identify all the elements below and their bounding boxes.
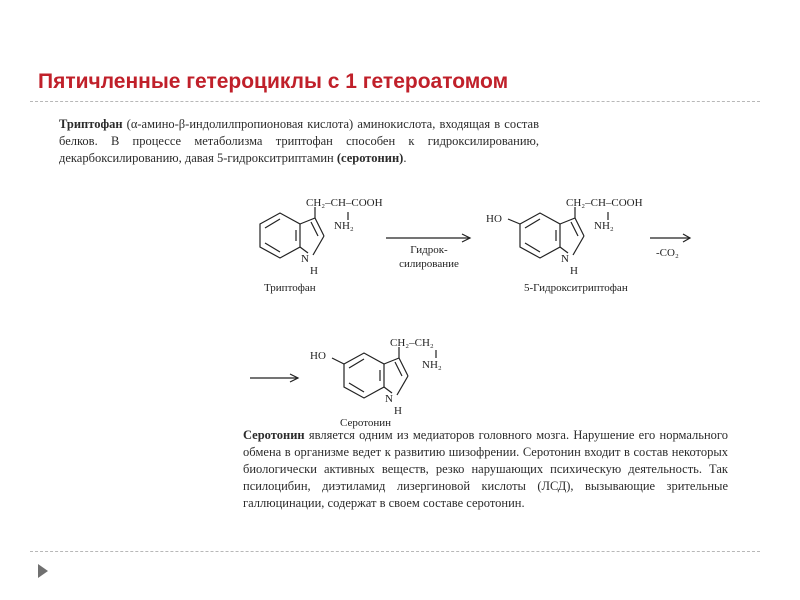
serotonin-caption: Серотонин	[340, 417, 392, 429]
tryptophan-description: (α-амино-β-индолилпропионовая кислота) аминокислота, входящая в состав белков. В процессе метаболизма триптофан способен к гидроксилированию, декарбоксилированию, давая 5-гидрокситриптамин	[59, 117, 539, 165]
hydroxylation-label	[392, 243, 466, 271]
hydroxylation-label-line1: Гидрок-	[410, 244, 448, 256]
tryptophan-h: H	[310, 265, 318, 277]
tryptophan-chain-top: CH₂–CH–COOH	[306, 197, 383, 209]
hydroxytryptophan-structure	[508, 207, 608, 258]
decarboxylation-label: -CO₂	[656, 247, 679, 259]
tryptophan-n: N	[301, 253, 309, 265]
tryptophan-structure	[260, 207, 348, 258]
hydroxytryptophan-caption: 5-Гидрокситриптофан	[524, 282, 628, 294]
serotonin-chain-bottom: NH₂	[422, 359, 442, 371]
serotonin-n: N	[385, 393, 393, 405]
serotonin-paragraph	[243, 427, 728, 512]
tryptophan-caption: Триптофан	[264, 282, 316, 294]
slide-title: Пятичленные гетероциклы с 1 гетероатомом	[38, 70, 509, 93]
tryptophan-paragraph-end: .	[403, 151, 407, 165]
serotonin-h: H	[394, 405, 402, 417]
hydroxylation-label-line2: силирование	[399, 258, 459, 270]
hydroxytryptophan-ho: HO	[486, 213, 502, 225]
serotonin-term-inline: (серотонин)	[336, 151, 404, 165]
hydroxytryptophan-n: N	[561, 253, 569, 265]
serotonin-description: является одним из медиаторов головного мозга. Нарушение его нормального обмена в организме ведет к развитию шизофрении. Серотонин входит в состав некоторых биологически активных веществ, резко нарушающих психическую деятельность. Так псилоцибин, диэтиламид лизергиновой кислоты (ЛСД), вызывающие зрительные галлюцинации, содержат в своем составе серотонин.	[243, 428, 728, 510]
tryptophan-chain-bottom: NH₂	[334, 220, 354, 232]
serotonin-ho: HO	[310, 350, 326, 362]
hydroxytryptophan-chain-top: CH₂–CH–COOH	[566, 197, 643, 209]
serotonin-structure	[332, 347, 436, 398]
hydroxytryptophan-chain-bottom: NH₂	[594, 220, 614, 232]
serotonin-term: Серотонин	[243, 428, 305, 442]
footer-divider	[30, 551, 760, 552]
tryptophan-term: Триптофан	[59, 117, 123, 131]
hydroxytryptophan-h: H	[570, 265, 578, 277]
serotonin-chain-top: CH₂–CH₂	[390, 337, 434, 349]
slide-nav-triangle-icon[interactable]	[38, 564, 48, 578]
